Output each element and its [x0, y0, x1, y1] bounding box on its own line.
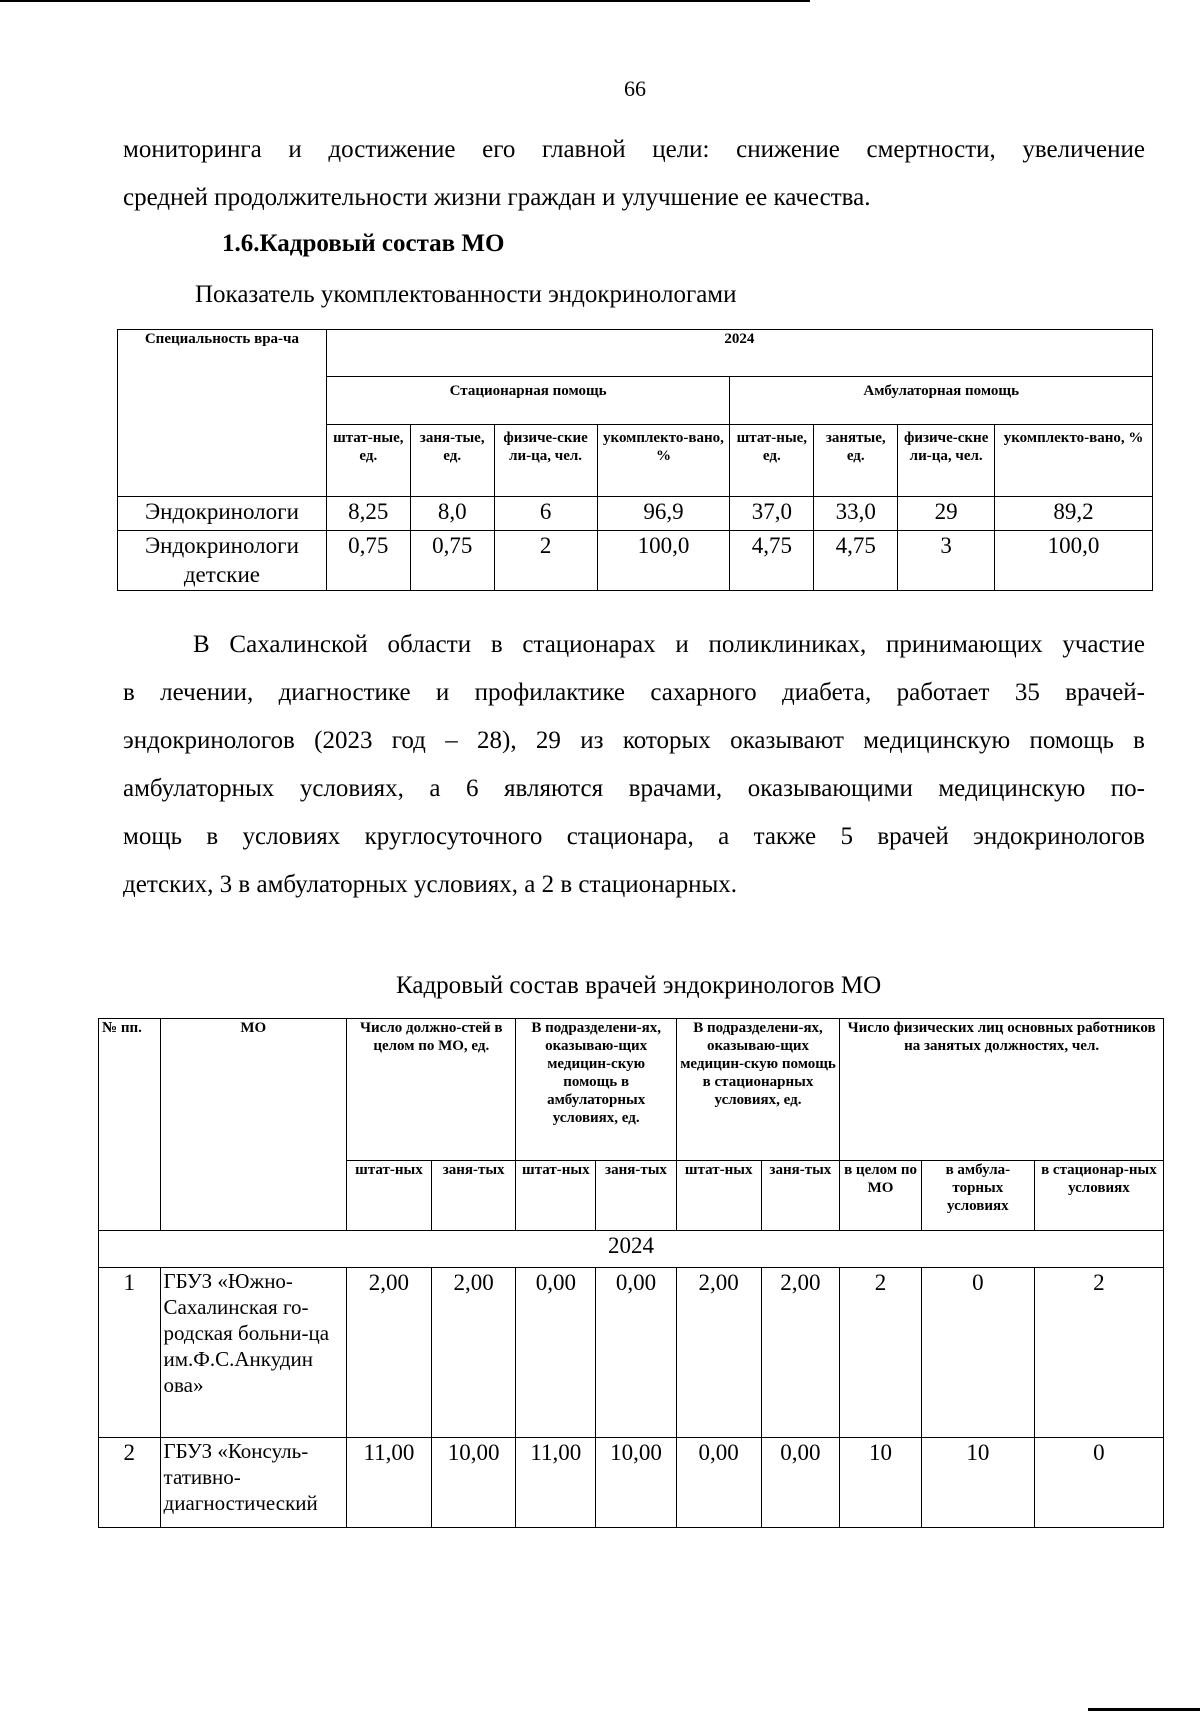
- row-organization: ГБУЗ «Южно-Сахалинская го-родская больни-ца им.Ф.С.Анкудин ова»: [160, 1268, 347, 1438]
- cell-value: 0: [921, 1268, 1034, 1438]
- body-line-1: В Сахалинской области в стационарах и поликлиниках, принимающих участие: [193, 631, 1145, 658]
- cell-value: 4,75: [814, 531, 898, 591]
- cell-value: 3: [898, 531, 995, 591]
- body-line-2: в лечении, диагностике и профилактике сахарного диабета, работает 35 врачей-: [123, 679, 1145, 706]
- subheader-staff: штат-ные, ед.: [730, 425, 814, 497]
- staff-composition-table: [98, 1018, 1164, 1528]
- subheader-occupied: заня-тых: [431, 1161, 516, 1231]
- page-number: 66: [624, 76, 646, 101]
- subheader-in-ambulatory: в амбула-торных условиях: [921, 1161, 1034, 1231]
- body-line-6: детских, 3 в амбулаторных условиях, а 2 в стационарных.: [123, 871, 737, 898]
- subheader-total-mo: в целом по МО: [840, 1161, 922, 1231]
- cell-value: 2,00: [347, 1268, 432, 1438]
- cell-value: 8,0: [410, 497, 494, 531]
- subheader-staff: штат-ных: [516, 1161, 596, 1231]
- row-organization: ГБУЗ «Консуль-тативно-диагностический: [160, 1438, 347, 1528]
- subheader-occupied: заня-тых: [761, 1161, 840, 1231]
- intro-line-1: мониторинга и достижение его главной цели: снижение смертности, увеличение: [123, 136, 1145, 163]
- cell-value: 4,75: [730, 531, 814, 591]
- cell-value: 29: [898, 497, 995, 531]
- subheader-occupied: заня-тых: [596, 1161, 677, 1231]
- row-number: 1: [99, 1268, 161, 1438]
- row-specialty: Эндокринологи: [118, 497, 327, 531]
- subheader-staff: штат-ных: [347, 1161, 432, 1231]
- subheader-percent: укомплекто-вано, %: [995, 425, 1153, 497]
- header-num: № пп.: [99, 1019, 161, 1231]
- cell-value: 10: [921, 1438, 1034, 1528]
- cell-value: 0,00: [676, 1438, 761, 1528]
- body-line-4: амбулаторных условиях, а 6 являются врачами, оказывающими медицинскую по-: [123, 775, 1145, 802]
- cell-value: 6: [494, 497, 597, 531]
- table2-caption: Кадровый состав врачей эндокринологов МО: [396, 972, 882, 999]
- header-mo: МО: [160, 1019, 347, 1231]
- subheader-percent: укомплекто-вано, %: [597, 425, 730, 497]
- intro-line-2: средней продолжительности жизни граждан и улучшение ее качества.: [123, 184, 871, 211]
- subheader-in-stationary: в стационар-ных условиях: [1034, 1161, 1163, 1231]
- cell-value: 10: [840, 1438, 922, 1528]
- cell-value: 2,00: [431, 1268, 516, 1438]
- bottom-rule: [1088, 1708, 1200, 1711]
- cell-value: 2: [494, 531, 597, 591]
- cell-value: 37,0: [730, 497, 814, 531]
- row-number: 2: [99, 1438, 161, 1528]
- cell-value: 89,2: [995, 497, 1153, 531]
- header-year: 2024: [326, 330, 1152, 377]
- subheader-staff: штат-ные, ед.: [326, 425, 410, 497]
- cell-value: 2: [840, 1268, 922, 1438]
- cell-value: 0,75: [326, 531, 410, 591]
- cell-value: 96,9: [597, 497, 730, 531]
- table-row: [99, 1268, 1164, 1438]
- subheader-staff: штат-ных: [676, 1161, 761, 1231]
- cell-value: 100,0: [995, 531, 1153, 591]
- cell-value: 2,00: [676, 1268, 761, 1438]
- cell-value: 8,25: [326, 497, 410, 531]
- cell-value: 100,0: [597, 531, 730, 591]
- header-physical-persons: Число физических лиц основных работников на занятых должностях, чел.: [840, 1019, 1164, 1161]
- subheader-persons: физиче-скне ли-ца, чел.: [898, 425, 995, 497]
- cell-value: 2: [1034, 1268, 1163, 1438]
- cell-value: 33,0: [814, 497, 898, 531]
- intro-paragraph: [123, 126, 1145, 222]
- header-total-positions: Число должно-стей в целом по МО, ед.: [347, 1019, 516, 1161]
- cell-value: 10,00: [596, 1438, 677, 1528]
- table-row: [118, 497, 1153, 531]
- cell-value: 0,00: [596, 1268, 677, 1438]
- cell-value: 0: [1034, 1438, 1163, 1528]
- header-stationary-units: В подразделени-ях, оказываю-щих медицин-скую помощь в стационарных условиях, ед.: [676, 1019, 839, 1161]
- body-paragraph: [123, 621, 1145, 909]
- cell-value: 0,75: [410, 531, 494, 591]
- table1-caption: Показатель укомплектованности эндокринологами: [195, 281, 737, 308]
- header-specialty: Специальность вра-ча: [118, 330, 327, 497]
- body-line-5: мощь в условиях круглосуточного стационара, а также 5 врачей эндокринологов: [123, 823, 1145, 850]
- section-heading: 1.6.Кадровый состав МО: [222, 230, 505, 257]
- subheader-persons: физиче-ские ли-ца, чел.: [494, 425, 597, 497]
- cell-value: 10,00: [431, 1438, 516, 1528]
- header-ambulatory: Амбулаторная помощь: [730, 377, 1153, 425]
- cell-value: 0,00: [516, 1268, 596, 1438]
- cell-value: 11,00: [347, 1438, 432, 1528]
- year-row: 2024: [99, 1231, 1164, 1268]
- table-row: [118, 531, 1153, 591]
- cell-value: 11,00: [516, 1438, 596, 1528]
- table-row: [99, 1438, 1164, 1528]
- top-rule: [0, 0, 810, 2]
- header-stationary: Стационарная помощь: [326, 377, 730, 425]
- staffing-table: [117, 329, 1153, 591]
- cell-value: 0,00: [761, 1438, 840, 1528]
- subheader-occupied: заня-тые, ед.: [410, 425, 494, 497]
- subheader-occupied: занятые, ед.: [814, 425, 898, 497]
- cell-value: 2,00: [761, 1268, 840, 1438]
- header-ambulatory-units: В подразделени-ях, оказываю-щих медицин-скую помощь в амбулаторных условиях, ед.: [516, 1019, 676, 1161]
- body-line-3: эндокринологов (2023 год – 28), 29 из которых оказывают медицинскую помощь в: [123, 727, 1145, 754]
- row-specialty: Эндокринологи детские: [118, 531, 327, 591]
